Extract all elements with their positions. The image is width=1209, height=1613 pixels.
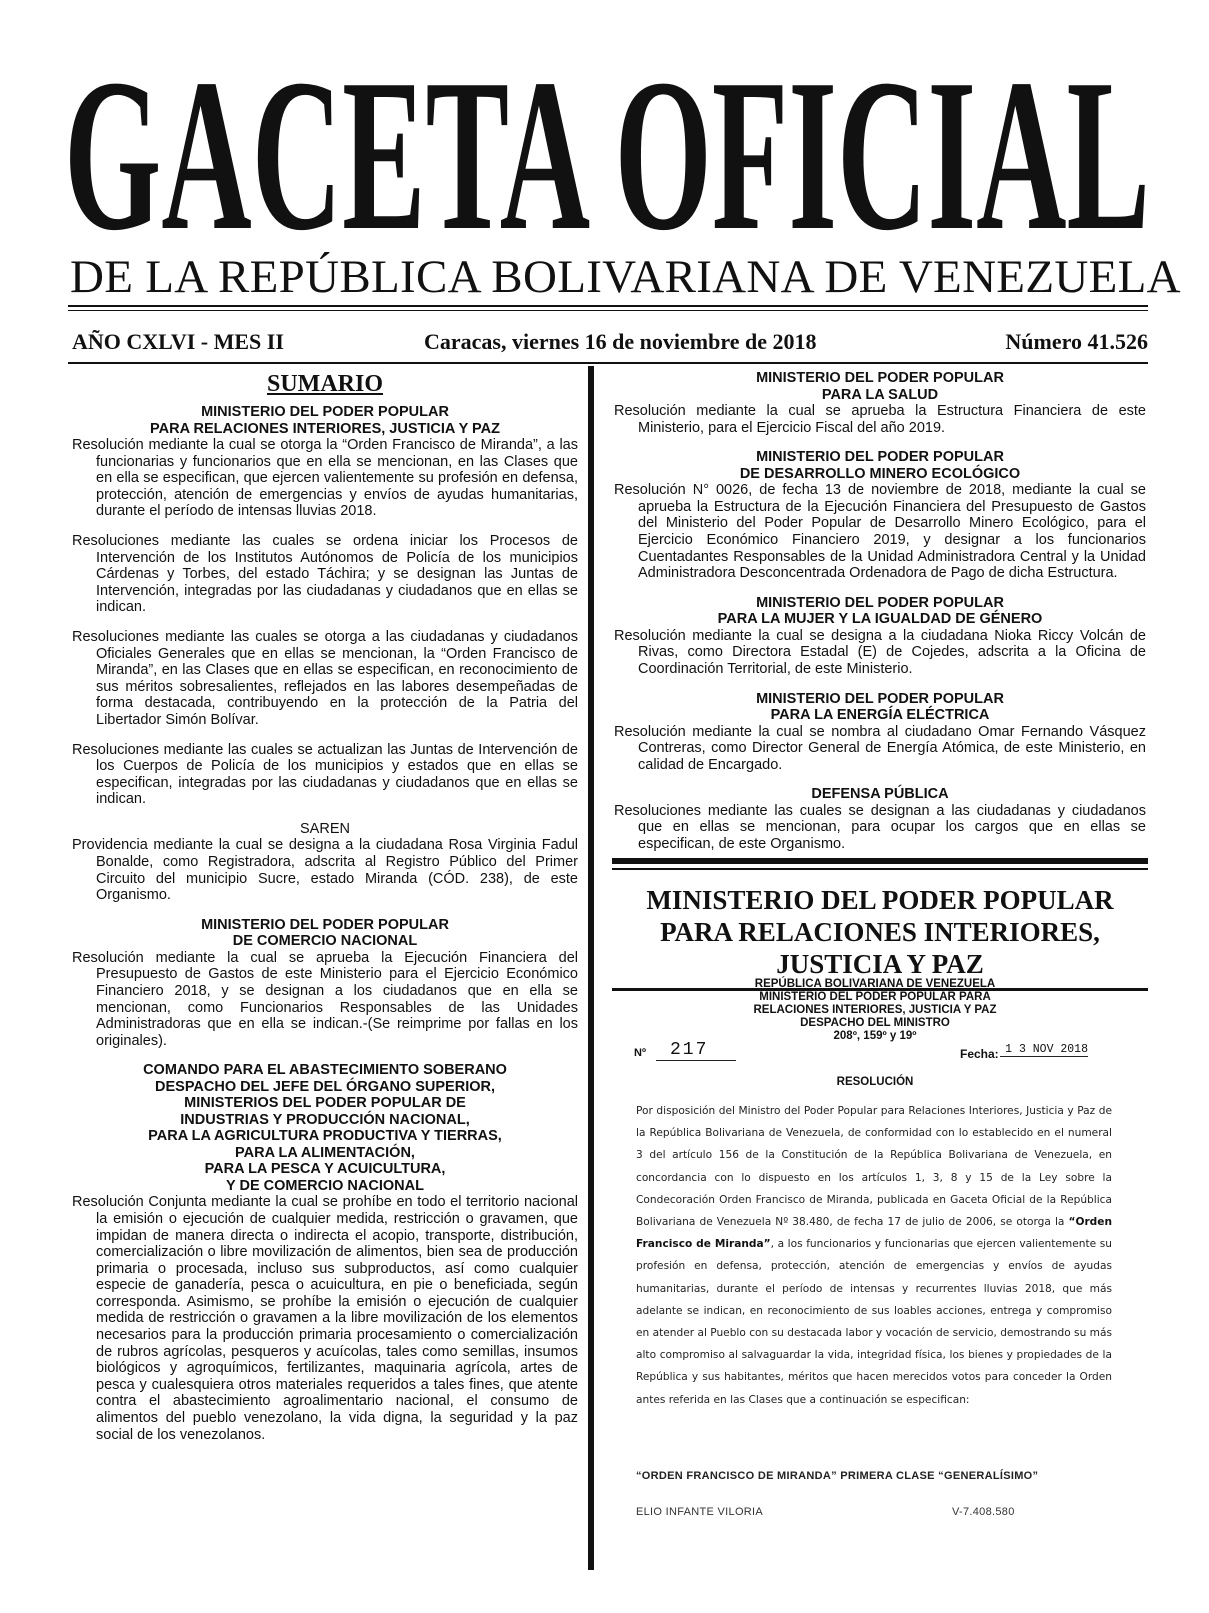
issue-place-date: Caracas, viernes 16 de noviembre de 2018: [424, 329, 817, 354]
entry-text: Resolución N° 0026, de fecha 13 de noviembre de 2018, mediante la cual se aprueba la Estructura de la Ejecución Financiera del Presupuesto de Gastos del Ministerio del Poder Popular de Desarrollo Minero Ecológico, para el Ejercicio Económico Financiero 2019, y designar a los funcionarios Cuentadantes Responsables de la Unidad Administradora Central y la Unidad Administradora Desconcentrada Ordenadora de Pago de dicha Estructura.: [614, 482, 1146, 582]
masthead-title-text: GACETA OFICIAL: [64, 52, 1150, 252]
entry-text: Resolución mediante la cual se otorga la “Orden Francisco de Miranda”, a las funcionarias y funcionarios que en ella se mencionan, en las Clases que en ella se especifican, que ejercen valientemente su profesión en defensa, protección, atención de emergencias y envíos de ayudas humanitarias, durante el período de intensas lluvias 2018.: [72, 437, 578, 520]
ministry-section-title: MINISTERIO DEL PODER POPULAR PARA RELACIONES INTERIORES, JUSTICIA Y PAZ: [646, 885, 1114, 979]
masthead-subtitle: DE LA REPÚBLICA BOLIVARIANA DE VENEZUELA: [70, 251, 1181, 303]
ministry-banner-rule-thick: [612, 858, 1148, 864]
entry-text: Resoluciones mediante las cuales se designan a las ciudadanas y ciudadanos que en ellas se mencionan, para ocupar los cargos que en ellas se especifican, de este Organismo.: [614, 802, 1146, 852]
entry-heading: MINISTERIO DEL PODER POPULAR PARA LA ENERGÍA ELÉCTRICA: [756, 690, 1004, 724]
entry-heading: MINISTERIO DEL PODER POPULAR PARA LA MUJER Y LA IGUALDAD DE GÉNERO: [717, 594, 1043, 628]
resolution-number: 217: [656, 1040, 736, 1061]
header-rule-top: [68, 305, 1148, 307]
entry-heading: MINISTERIO DEL PODER POPULAR PARA RELACIONES INTERIORES, JUSTICIA Y PAZ: [150, 404, 500, 437]
sumario-entry: [72, 917, 578, 1050]
entry-heading: MINISTERIO DEL PODER POPULAR DE COMERCIO NACIONAL: [201, 916, 449, 950]
sumario-entry: [614, 786, 1146, 852]
entry-text: Resolución mediante la cual se designa a la ciudadana Nioka Riccy Volcán de Rivas, como Directora Estadal (E) de Cojedes, adscrita a la Oficina de Coordinación Territorial, de este Ministerio.: [614, 627, 1146, 677]
sumario-entry: [614, 370, 1146, 436]
header-rule-top-thin: [68, 310, 1148, 311]
entry-text: Resoluciones mediante las cuales se actualizan las Juntas de Intervención de los Cuerpos de Policía de los municipios y estados que en ellas se especifican, integradas por las ciudadanas y ciudadanos que en ellas se indican.: [72, 741, 578, 808]
sumario-entry: [614, 595, 1146, 678]
sumario-right-column: [614, 370, 1146, 866]
issue-bar: [72, 325, 1148, 359]
resolution-class-line: “ORDEN FRANCISCO DE MIRANDA” PRIMERA CLASE “GENERALÍSIMO”: [636, 1470, 1039, 1482]
resolution-body-order-name: “Orden Francisco de Miranda”: [636, 1216, 1112, 1251]
sumario-left-column: [72, 370, 578, 1456]
sumario-entry: [614, 691, 1146, 774]
resolution-label: RESOLUCIÓN: [836, 1076, 914, 1088]
resolution-date-label: Fecha:: [960, 1047, 999, 1061]
resolution-number-label: Nº: [634, 1047, 646, 1059]
masthead-title: [62, 52, 1152, 252]
sumario-entry: [72, 404, 578, 520]
entry-text: Resoluciones mediante las cuales se ordena iniciar los Procesos de Intervención de los Institutos Autónomos de Policía de los municipios Cárdenas y Torbes, del estado Táchira; y se designan las Juntas de Intervención, integradas por las ciudadanas y ciudadanos que en ellas se indican.: [72, 532, 578, 616]
sumario-entry: [72, 742, 578, 808]
resolution-date-stamp: 1 3 NOV 2018: [1000, 1043, 1088, 1057]
column-divider: [588, 366, 594, 1570]
resolution-body-intro: Por disposición del Ministro del Poder Popular para Relaciones Interiores, Justicia y Paz de la República Bolivariana de Venezuela, de conformidad con lo establecido en el numeral 3 del artículo 156 de la Constitución de la República Bolivariana de Venezuela, en concordancia con lo dispuesto en los artículos 1, 3, 8 y 15 de la Ley sobre la Condecoración Orden Francisco de Miranda, publicada en Gaceta Oficial de la República Bolivariana de Venezuela Nº 38.480, de fecha 17 de julio de 2006, se otorga la: [636, 1105, 1112, 1229]
entry-heading: MINISTERIO DEL PODER POPULAR DE DESARROLLO MINERO ECOLÓGICO: [739, 449, 1021, 482]
entry-text: Resolución mediante la cual se nombra al ciudadano Omar Fernando Vásquez Contreras, como Director General de Energía Atómica, de este Ministerio, en calidad de Encargado.: [614, 723, 1146, 773]
resolution-person-name: ELIO INFANTE VILORIA: [636, 1506, 764, 1518]
sumario-entry: [72, 1062, 578, 1443]
entry-organism: SAREN: [300, 820, 350, 837]
resolution-person-id: V-7.408.580: [952, 1506, 1015, 1518]
header-rule-bottom: [68, 362, 1148, 364]
entry-heading: MINISTERIO DEL PODER POPULAR PARA LA SALUD: [756, 370, 1004, 403]
sumario-entry: [72, 629, 578, 729]
sumario-title: SUMARIO: [266, 371, 383, 397]
entry-text: Resolución mediante la cual se aprueba la Estructura Financiera de este Ministerio, para el Ejercicio Fiscal del año 2019.: [614, 403, 1146, 436]
masthead-title-graphic: [62, 52, 1152, 252]
issue-year-month: AÑO CXLVI - MES II: [72, 329, 284, 354]
sumario-entry: [72, 821, 578, 904]
entry-heading: DEFENSA PÚBLICA: [811, 786, 949, 803]
entry-text: Resoluciones mediante las cuales se otorga a las ciudadanas y ciudadanos Oficiales Generales que en ellas se mencionan, la “Orden Francisco de Miranda”, en las Clases que en ellas se especifican, en reconocimiento de sus méritos sobresalientes, reflejados en las labores desempeñadas de forma destacada, contribuyendo en la protección de la Patria del Libertador Simón Bolívar.: [72, 628, 578, 728]
entry-heading: COMANDO PARA EL ABASTECIMIENTO SOBERANO DESPACHO DEL JEFE DEL ÓRGANO SUPERIOR, MINISTERIOS DEL PODER POPULAR DE INDUSTRIAS Y PRODUCCIÓN NACIONAL, PARA LA AGRICULTURA PRODUCTIVA Y TIERRAS, PARA LA ALIMENTACIÓN, PARA LA PESCA Y ACUICULTURA, Y DE COMERCIO NACIONAL: [143, 1062, 507, 1194]
sumario-entry: [72, 533, 578, 616]
entry-text: Providencia mediante la cual se designa a la ciudadana Rosa Virginia Fadul Bonalde, como Registradora, adscrita al Registro Público del Primer Circuito del municipio Sucre, estado Miranda (CÓD. 238), de este Organismo.: [72, 837, 578, 904]
entry-text: Resolución mediante la cual se aprueba la Ejecución Financiera del Presupuesto de Gastos de este Ministerio para el Ejercicio Económico Financiero 2018, y se designan a los ciudadanos que en ella se mencionan, como Funcionarios Responsables de las Unidades Administradoras que en ella se indican.-(Se reimprime por fallas en los originales).: [72, 949, 578, 1049]
ministry-section-banner: [612, 858, 1148, 991]
resolution-body: [636, 1100, 1112, 1411]
resolution-header: REPÚBLICA BOLIVARIANA DE VENEZUELA MINISTERIO DEL PODER POPULAR PARA RELACIONES INTERIORES, JUSTICIA Y PAZ DESPACHO DEL MINISTRO 208º, 159º y 19º: [753, 978, 997, 1042]
entry-text: Resolución Conjunta mediante la cual se prohíbe en todo el territorio nacional la emisión o ejecución de cualquier medida, restricción o gravamen, que impidan de manera directa o indirecta el acopio, transporte, distribución, comercialización o libre movilización de alimentos, bien sea de producción primaria o procesada, incluso sus subproductos, así como cualquier especie de ganadería, pesca o acuicultura, en pie o beneficiada, según corresponda. Asimismo, se prohíbe la emisión o ejecución de cualquier medida de restricción o gravamen a la libre movilización de los elementos necesarios para la producción primaria procesamiento o comercialización de rubros agrícolas, pesqueros y acuícolas, tales como semillas, insumos biológicos y agroquímicos, fertilizantes, maquinaria agrícola, artes de pesca y cualesquiera otros materiales requeridos a tales fines, que atente contra el abastecimiento agroalimentario nacional, el consumo de alimentos del pueblo venezolano, la vida digna, la seguridad y la paz social de los venezolanos.: [72, 1194, 578, 1443]
sumario-entry: [614, 449, 1146, 582]
issue-number: Número 41.526: [1005, 329, 1148, 354]
resolution-body-rest: , a los funcionarios y funcionarias que ejercen valientemente su profesión en defensa, protección, atención de emergencias y envíos de ayudas humanitarias, durante el período de intensas y recurrentes lluvias 2018, que más adelante se indican, en reconocimiento de sus loables acciones, entrega y compromiso en atender al Pueblo con su destacada labor y vocación de servicio, demostrando su más alto compromiso al salvaguardar la vida, integridad física, los bienes y propiedades de la República y sus habitantes, méritos que hacen merecidos votos para conceder la Orden antes referida en las Clases que a continuación se especifican:: [636, 1238, 1112, 1406]
